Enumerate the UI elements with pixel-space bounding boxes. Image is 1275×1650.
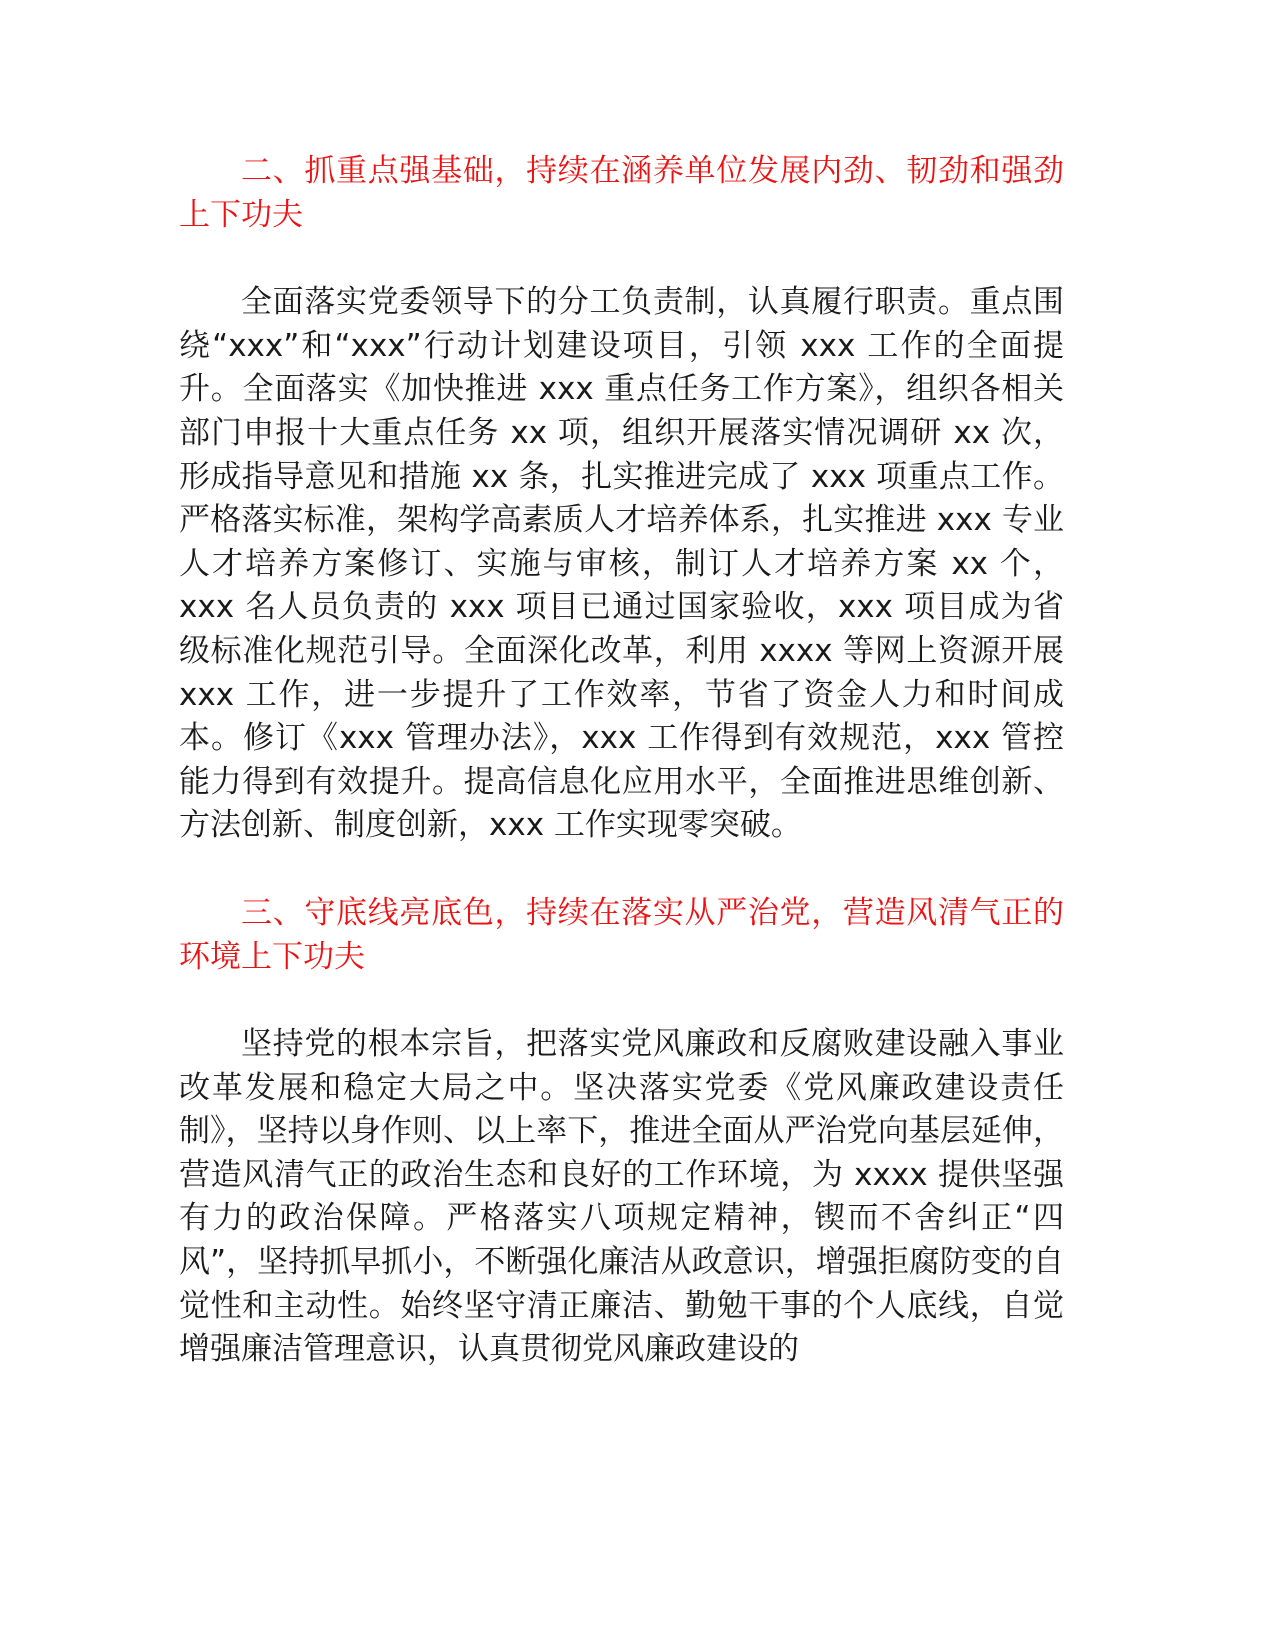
spacer <box>179 979 1064 1023</box>
spacer <box>179 237 1064 281</box>
section-paragraph-2: 全面落实党委领导下的分工负责制，认真履行职责。重点围绕“xxx”和“xxx”行动计划建设项目，引领 xxx 工作的全面提升。全面落实《加快推进 xxx 重点任务工作方案》，组织各相关部门申报十大重点任务 xx 项，组织开展落实情况调研 xx 次，形成指导意见和措施 xx 条，扎实推进完成了 xxx 项重点工作。严格落实标准，架构学高素质人才培养体系，扎实推进 xxx 专业人才培养方案修订、实施与审核，制订人才培养方案 xx 个，xxx 名人员负责的 xxx 项目已通过国家验收，xxx 项目成为省级标准化规范引导。全面深化改革，利用 xxxx 等网上资源开展 xxx 工作，进一步提升了工作效率，节省了资金人力和时间成本。修订《xxx 管理办法》，xxx 工作得到有效规范，xxx 管控能力得到有效提升。提高信息化应用水平，全面推进思维创新、方法创新、制度创新，xxx 工作实现零突破。 <box>179 284 1064 844</box>
document-body <box>179 150 1064 1372</box>
section-heading-2: 二、抓重点强基础，持续在涵养单位发展内劲、韧劲和强劲上下功夫 <box>179 153 1064 233</box>
section-paragraph-3: 坚持党的根本宗旨，把落实党风廉政和反腐败建设融入事业改革发展和稳定大局之中。坚决落实党委《党风廉政建设责任制》，坚持以身作则、以上率下，推进全面从严治党向基层延伸，营造风清气正的政治生态和良好的工作环境，为 xxxx 提供坚强有力的政治保障。严格落实八项规定精神，锲而不舍纠正“四风”，坚持抓早抓小，不断强化廉洁从政意识，增强拒腐防变的自觉性和主动性。始终坚守清正廉洁、勤勉干事的个人底线，自觉增强廉洁管理意识，认真贯彻党风廉政建设的 <box>179 1026 1064 1368</box>
section-heading-3: 三、守底线亮底色，持续在落实从严治党，营造风清气正的环境上下功夫 <box>179 894 1064 975</box>
spacer <box>179 848 1064 892</box>
